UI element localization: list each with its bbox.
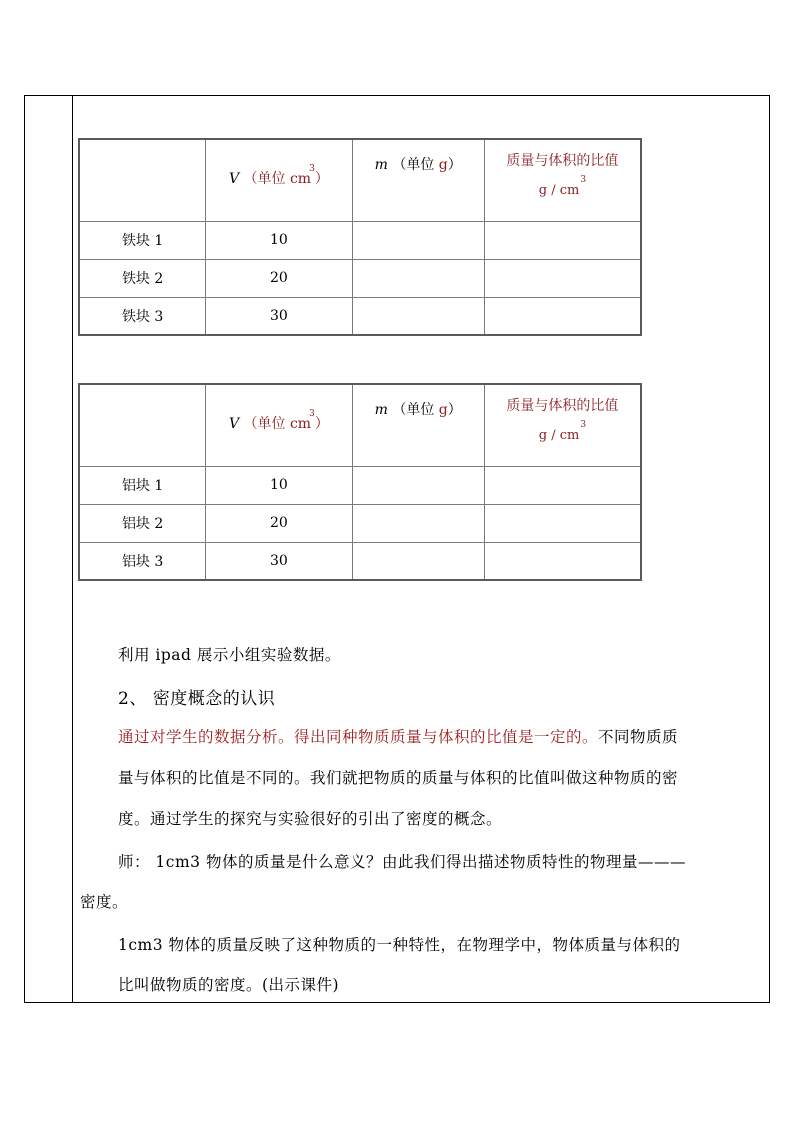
volume-unit: （单位 $cm^3$） <box>243 164 329 187</box>
mass-value <box>352 297 484 335</box>
ratio-title: 质量与体积的比值 <box>506 398 619 414</box>
table-row <box>79 466 641 504</box>
ratio-value <box>484 259 641 297</box>
volume-value: 10 <box>206 466 352 504</box>
ratio-unit: g / $cm^3$ <box>538 419 587 443</box>
table-row <box>79 259 641 297</box>
mass-header: m （单位 g） <box>352 384 484 466</box>
ipad-display-text: 利用 ipad 展示小组实验数据。 <box>118 646 341 664</box>
left-column-divider <box>72 96 73 1002</box>
mass-symbol: m <box>374 402 388 418</box>
teacher-question-line-1: 师： 1cm3 物体的质量是什么意义？由此我们得出描述物质特性的物理量——— <box>118 853 686 871</box>
header-empty-cell <box>79 139 206 221</box>
mass-unit-label: （单位 <box>392 402 435 418</box>
volume-value: 30 <box>206 297 352 335</box>
ratio-unit: g / $cm^3$ <box>538 174 587 198</box>
volume-unit: （单位 $cm^3$） <box>243 409 329 432</box>
volume-value: 30 <box>206 542 352 580</box>
table-row <box>79 221 641 259</box>
mass-value <box>352 259 484 297</box>
section-heading-density: 2、 密度概念的认识 <box>118 689 276 709</box>
table-header-row <box>79 384 641 466</box>
aluminum-data-table <box>78 383 642 581</box>
row-label: 铝块 3 <box>79 542 206 580</box>
mass-value <box>352 504 484 542</box>
volume-symbol: V <box>228 416 240 432</box>
volume-header <box>206 139 352 221</box>
iron-data-table <box>78 138 642 336</box>
ratio-header <box>484 139 641 221</box>
row-label: 铝块 2 <box>79 504 206 542</box>
volume-value: 20 <box>206 259 352 297</box>
density-definition-line-1: 1cm3 物体的质量反映了这种物质的一种特性，在物理学中，物体质量与体积的 <box>118 936 681 954</box>
mass-symbol: m <box>374 157 388 173</box>
table-row <box>79 504 641 542</box>
row-label: 铁块 2 <box>79 259 206 297</box>
ratio-value <box>484 221 641 259</box>
density-definition-line-2: 比叫做物质的密度。(出示课件) <box>118 976 340 994</box>
analysis-paragraph-line-1 <box>118 725 678 747</box>
volume-header <box>206 384 352 466</box>
ratio-value <box>484 297 641 335</box>
analysis-paragraph-line-3: 度。通过学生的探究与实验很好的引出了密度的概念。 <box>118 810 503 828</box>
mass-value <box>352 466 484 504</box>
volume-value: 20 <box>206 504 352 542</box>
header-empty-cell <box>79 384 206 466</box>
row-label: 铁块 3 <box>79 297 206 335</box>
table-header-row <box>79 139 641 221</box>
table-row <box>79 542 641 580</box>
ratio-value <box>484 504 641 542</box>
analysis-continuation: 不同物质质 <box>598 728 679 746</box>
mass-unit: g <box>438 402 448 418</box>
mass-header: m （单位 g） <box>352 139 484 221</box>
analysis-highlight: 通过对学生的数据分析。得出同种物质质量与体积的比值是一定的。 <box>118 728 599 746</box>
ratio-value <box>484 542 641 580</box>
mass-unit: g <box>438 157 448 173</box>
mass-value <box>352 221 484 259</box>
volume-value: 10 <box>206 221 352 259</box>
ratio-title: 质量与体积的比值 <box>506 153 619 169</box>
row-label: 铁块 1 <box>79 221 206 259</box>
mass-unit-label: （单位 <box>392 157 435 173</box>
table-row <box>79 297 641 335</box>
ratio-value <box>484 466 641 504</box>
row-label: 铝块 1 <box>79 466 206 504</box>
ratio-header <box>484 384 641 466</box>
mass-value <box>352 542 484 580</box>
analysis-paragraph-line-2: 量与体积的比值是不同的。我们就把物质的质量与体积的比值叫做这种物质的密 <box>118 769 679 787</box>
teacher-question-line-2: 密度。 <box>80 893 129 911</box>
volume-symbol: V <box>228 171 240 187</box>
